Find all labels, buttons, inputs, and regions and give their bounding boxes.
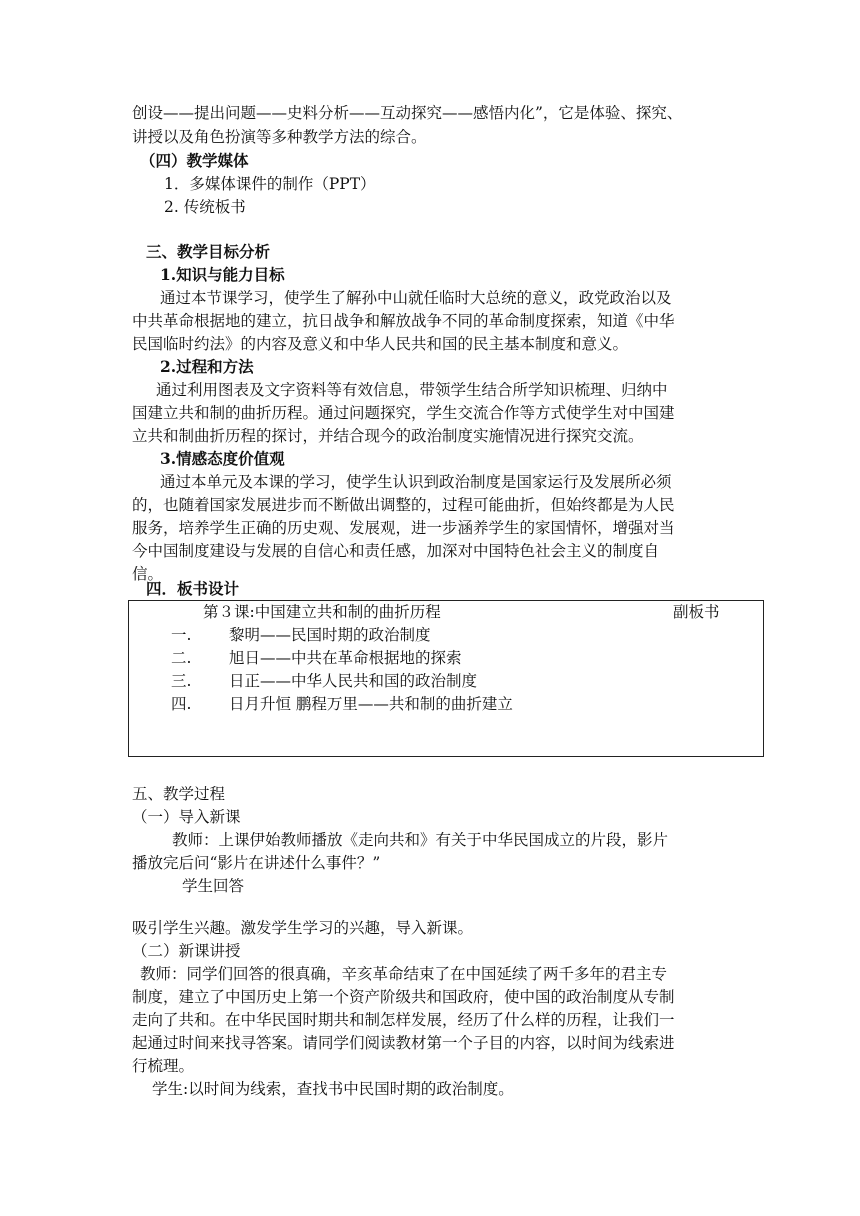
part2-line-1: 教师：同学们回答的很真确，辛亥革命结束了在中国延续了两千多年的君主专 [140,965,668,983]
values-line-3: 服务，培养学生正确的历史观、发展观，进一步涵养学生的家国情怀，增强对当 [132,519,675,537]
knowledge-line-3: 民国临时约法》的内容及意义和中华人民共和国的民主基本制度和意义。 [132,335,629,353]
board-item-text: 黎明——民国时期的政治制度 [229,626,431,644]
board-item-text: 日月升恒 鹏程万里——共和制的曲折建立 [229,695,513,713]
part1-title: （一）导入新课 [132,808,241,826]
part2-line-3: 走向了共和。在中华民国时期共和制怎样发展，经历了什么样的历程，让我们一 [132,1011,675,1029]
board-item-num: 一. [171,626,192,644]
intro-line-2: 讲授以及角色扮演等多种教学方法的综合。 [132,128,427,146]
knowledge-title: 1.知识与能力目标 [160,265,285,284]
board-item-text: 旭日——中共在革命根据地的探索 [229,649,462,667]
media-item-2: 2. 传统板书 [164,198,246,216]
media-item-1: 1．多媒体课件的制作（PPT） [164,175,376,193]
knowledge-line-1: 通过本节课学习，使学生了解孙中山就任临时大总统的意义，政党政治以及 [160,289,672,307]
media-heading: （四）教学媒体 [140,151,249,170]
values-line-5: 信。 [132,565,164,583]
process-line-3: 立共和制曲折历程的探讨，并结合现今的政治制度实施情况进行探究交流。 [132,427,644,445]
part1-line-4: 吸引学生兴趣。激发学生学习的兴趣，导入新课。 [132,919,474,937]
part2-line-5: 行梳理。 [132,1057,195,1075]
part2-line-6: 学生:以时间为线索，查找书中民国时期的政治制度。 [152,1080,514,1098]
part2-line-4: 起通过时间来找寻答案。请同学们阅读教材第一个子目的内容，以时间为线索进 [132,1034,675,1052]
knowledge-line-2: 中共革命根据地的建立，抗日战争和解放战争不同的革命制度探索，知道《中华 [132,312,675,330]
intro-line-1: 创设——提出问题——史料分析——互动探究——感悟内化”，它是体验、探究、 [132,104,683,122]
values-title: 3.情感态度价值观 [160,449,285,468]
part1-line-1: 教师：上课伊始教师播放《走向共和》有关于中华民国成立的片段，影片 [172,831,669,849]
part2-title: （二）新课讲授 [132,942,241,960]
process-line-2: 国建立共和制的曲折历程。通过问题探究，学生交流合作等方式使学生对中国建 [132,404,675,422]
board-item-num: 四. [171,695,192,713]
board-item-num: 三. [171,672,192,690]
values-line-1: 通过本单元及本课的学习，使学生认识到政治制度是国家运行及发展所必须 [160,473,672,491]
board-title: 第３课:中国建立共和制的曲折历程 [203,603,441,621]
board-box [128,600,764,757]
board-sub: 副板书 [673,603,720,621]
process-line-1: 通过利用图表及文字资料等有效信息，带领学生结合所学知识梳理、归纳中 [156,381,668,399]
goals-heading: 三、教学目标分析 [146,242,271,261]
board-item-text: 日正——中华人民共和国的政治制度 [229,672,478,690]
board-heading: 四．板书设计 [146,579,240,598]
values-line-4: 今中国制度建设与发展的自信心和责任感，加深对中国特色社会主义的制度自 [132,542,660,560]
board-item-num: 二. [171,649,192,667]
part2-line-2: 制度，建立了中国历史上第一个资产阶级共和国政府，使中国的政治制度从专制 [132,988,675,1006]
values-line-2: 的，也随着国家发展进步而不断做出调整的，过程可能曲折，但始终都是为人民 [132,496,675,514]
part1-line-3: 学生回答 [182,877,245,895]
process-heading: 五、教学过程 [132,785,226,803]
process-title: 2.过程和方法 [160,357,254,376]
part1-line-2: 播放完后问“影片在讲述什么事件？” [132,854,381,872]
